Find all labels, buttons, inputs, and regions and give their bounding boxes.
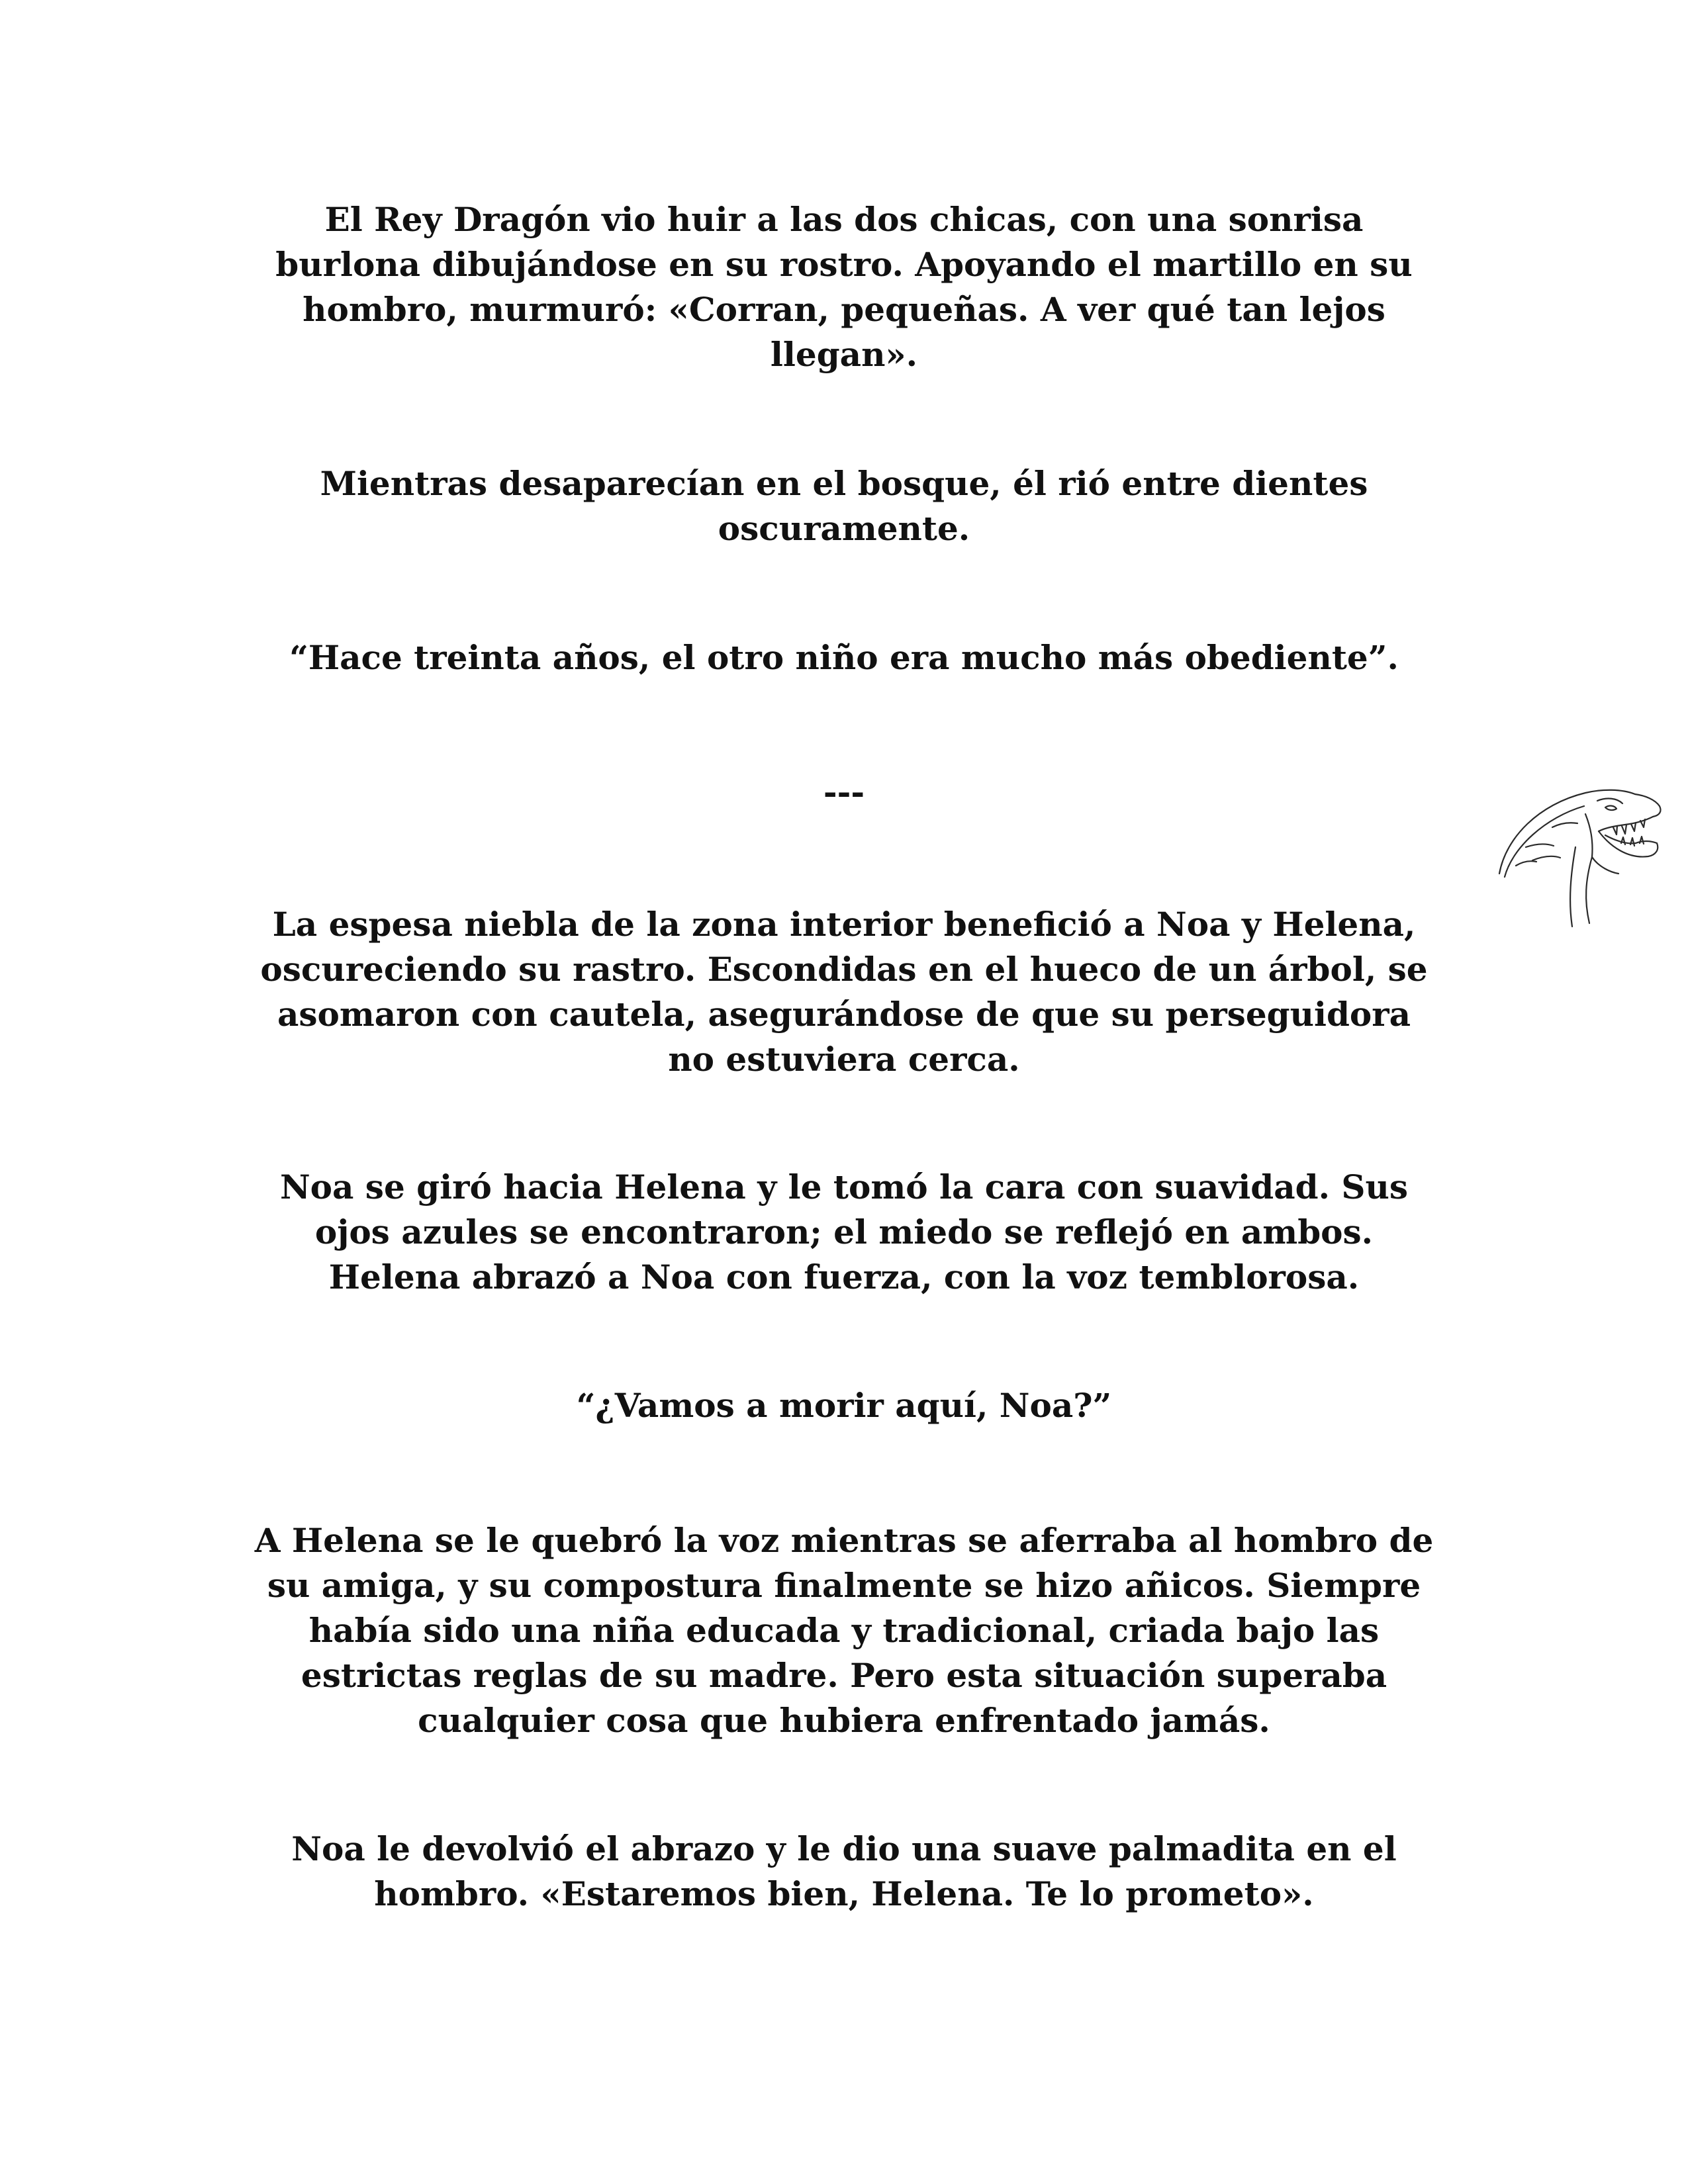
dinosaur-head-sketch-icon xyxy=(1486,774,1675,933)
paragraph-forest xyxy=(199,461,1489,551)
paragraph-embrace xyxy=(199,1165,1489,1300)
text-line: hombro, murmuró: «Corran, pequeñas. A ver qué tan lejos xyxy=(303,290,1385,329)
text-line: Noa le devolvió el abrazo y le dio una suave palmadita en el xyxy=(291,1829,1397,1868)
text-line: había sido una niña educada y tradicional, criada bajo las xyxy=(308,1611,1380,1650)
paragraph-promise xyxy=(199,1827,1489,1917)
text-line: hombro. «Estaremos bien, Helena. Te lo prometo». xyxy=(374,1874,1314,1913)
text-line: su amiga, y su compostura finalmente se hizo añicos. Siempre xyxy=(267,1566,1421,1605)
text-line: Helena abrazó a Noa con fuerza, con la voz temblorosa. xyxy=(328,1257,1360,1297)
paragraph-quote-die-here xyxy=(199,1383,1489,1428)
text-line: A Helena se le quebró la voz mientras se aferraba al hombro de xyxy=(254,1521,1434,1560)
text-line: oscureciendo su rastro. Escondidas en el hueco de un árbol, se xyxy=(260,950,1428,989)
text-line: “¿Vamos a morir aquí, Noa?” xyxy=(576,1386,1112,1425)
text-line: oscuramente. xyxy=(718,509,970,548)
text-line: La espesa niebla de la zona interior benefició a Noa y Helena, xyxy=(272,905,1416,944)
text-line: “Hace treinta años, el otro niño era mucho más obediente”. xyxy=(289,638,1399,677)
text-line: estrictas reglas de su madre. Pero esta situación superaba xyxy=(301,1656,1387,1695)
text-line: asomaron con cautela, asegurándose de que su perseguidora xyxy=(277,995,1411,1034)
text-line: Noa se giró hacia Helena y le tomó la cara con suavidad. Sus xyxy=(279,1167,1409,1206)
text-line: Mientras desaparecían en el bosque, él rió entre dientes xyxy=(320,464,1368,503)
text-line: no estuviera cerca. xyxy=(668,1040,1020,1079)
text-line: ojos azules se encontraron; el miedo se reflejó en ambos. xyxy=(314,1212,1374,1251)
text-line: El Rey Dragón vio huir a las dos chicas, con una sonrisa xyxy=(324,200,1364,239)
separator-text: --- xyxy=(823,772,865,811)
text-line: llegan». xyxy=(770,335,918,374)
text-line: burlona dibujándose en su rostro. Apoyando el martillo en su xyxy=(275,245,1413,284)
paragraph-fog xyxy=(199,902,1489,1082)
paragraph-helena-breaks xyxy=(199,1518,1489,1743)
paragraph-dragon-king xyxy=(199,197,1489,377)
paragraph-quote-thirty-years xyxy=(199,635,1489,680)
text-line: cualquier cosa que hubiera enfrentado jamás. xyxy=(418,1701,1270,1740)
section-separator xyxy=(199,770,1489,815)
